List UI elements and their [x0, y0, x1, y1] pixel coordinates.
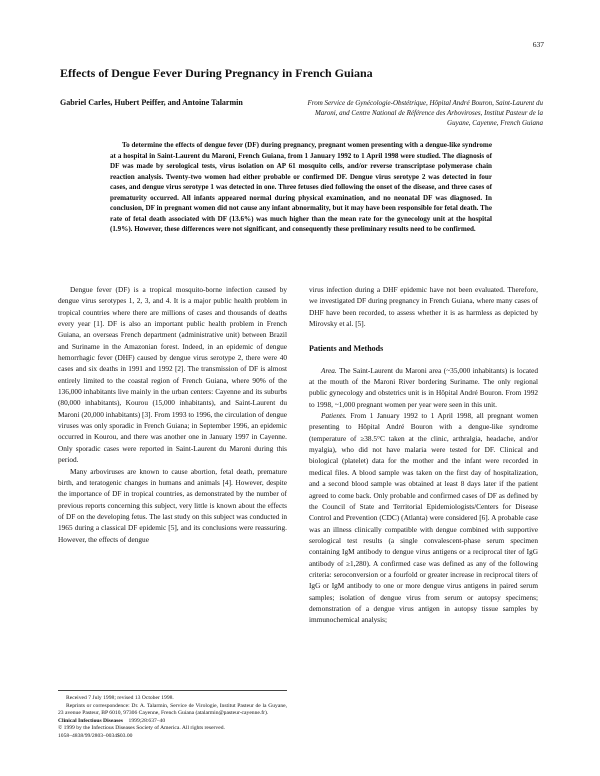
- subheading-patients: Patients.: [321, 411, 347, 421]
- author-list: Gabriel Carles, Hubert Peiffer, and Antoine Talarmin: [60, 98, 243, 107]
- author-affiliation: From Service de Gynécologie-Obstétrique, Hôpital André Bouron, Saint-Laurent du Maroni, and Centre National de Référence des Arboviroses, Institut Pasteur de la Guyane, Cayenne, French Guiana: [307, 99, 543, 127]
- body-paragraph: Many arboviruses are known to cause abortion, fetal death, premature birth, and teratogenic changes in humans and animals [4]. However, despite the importance of DF in tropical countries, as demonstrated by the number of previous reports concerning this subject, very little is known about the effects of DF on the developing fetus. The last study on this subject was conducted in 1965 during a classical DF epidemic [5], and its conclusions were reassuring. However, the effects of dengue: [58, 466, 287, 544]
- area-paragraph: [309, 365, 538, 410]
- section-heading: Patients and Methods: [309, 344, 384, 354]
- body-column-right: [309, 284, 538, 626]
- page-number: 637: [532, 40, 544, 49]
- body-column-left: [58, 284, 287, 545]
- correspondence-note: Reprints or correspondence: Dr. A. Talarmin, Service de Virologie, Institut Pasteur de la Guyane, 23 avenue Pasteur, BP 6010, 97306 Cayenne, French Guiana (atalarmin@pasteur-cayenne.fr).: [58, 702, 287, 717]
- patients-text: From 1 January 1992 to 1 April 1998, all pregnant women presenting to Hôpital André Bouron with a dengue-like syndrome (temperature of ≥38.5°C taken at the clinic, arthralgia, headache, and/or myalgia), who did not have malaria were tested for DF. Clinical and biological (platelet) data for the mother and the infant were recorded in medical files. A blood sample was taken on the first day of hospitalization, and a second blood sample was obtained at least 8 days later if the patient agreed to come back. Only probable and confirmed cases of DF as defined by the Council of State and Territorial Epidemiologists/Centers for Disease Control and Prevention (CDC) (Atlanta) were considered [6]. A probable case was an illness clinically compatible with dengue combined with supportive serological test results (a single convalescent-phase serum specimen containing IgM antibody to dengue virus antigens or a reciprocal titer of IgG antibody of ≥1,280). A confirmed case was defined as any of the following criteria: seroconversion or a fourfold or greater increase in reciprocal titers of IgG or IgM antibody to one or more dengue virus antigens in paired serum samples; isolation of dengue virus from serum or autopsy specimens; demonstration of a dengue virus antigen in autopsy tissue samples by immunochemical analysis;: [309, 411, 538, 625]
- patients-paragraph: [309, 410, 538, 626]
- citation: 1999;28:637–40: [128, 717, 166, 724]
- received-note: Received 7 July 1998; revised 13 October 1998.: [66, 695, 174, 701]
- area-text: The Saint-Laurent du Maroni area (~35,000 inhabitants) is located at the mouth of the Maroni River bordering Suriname. The only regional public gynecology and obstetrics unit is in Hôpital André Bouron. From 1992 to 1998, ~1,000 pregnant women per year were seen in this unit.: [309, 365, 539, 409]
- article-title: Effects of Dengue Fever During Pregnancy in French Guiana: [60, 66, 373, 80]
- abstract: To determine the effects of dengue fever (DF) during pregnancy, pregnant women presenting with a dengue-like syndrome at a hospital in Saint-Laurent du Maroni, French Guiana, from 1 January 1992 to 1 April 1998 were studied. The diagnosis of DF was made by serological tests, virus isolation on AP 61 mosquito cells, and/or reverse transcriptase polymerase chain reaction analysis. Twenty-two women had either probable or confirmed DF. Dengue virus serotype 2 was detected in four cases, and dengue virus serotype 1 was detected in one. Three fetuses died following the onset of the disease, and three cases of prematurity occurred. All infants appeared normal during physical examination, and no neonatal DF was diagnosed. In conclusion, DF in pregnant women did not cause any infant abnormality, but it may have been responsible for fetal death. The rate of fetal death associated with DF (13.6%) was much higher than the mean rate for the gynecology unit at the hospital (1.9%). However, these differences were not significant, and consequently these preliminary results need to be confirmed.: [110, 141, 492, 233]
- footnotes: [58, 690, 287, 741]
- journal-name: Clinical Infectious Diseases: [58, 717, 123, 724]
- body-paragraph: virus infection during a DHF epidemic have not been evaluated. Therefore, we investigated DF during pregnancy in French Guiana, where many cases of DHF have been recorded, to assess whether it is as harmless as depicted by Mirovsky et al. [5].: [309, 285, 538, 329]
- body-paragraph: Dengue fever (DF) is a tropical mosquito-borne infection caused by dengue virus serotypes 1, 2, 3, and 4. It is a major public health problem in tropical countries where there are millions of cases and thousands of deaths every year [1]. DF is also an important public health problem in French Guiana, an overseas French department (administrative unit) between Brazil and Suriname in the Amazonian forest. Indeed, in an epidemic of dengue hemorrhagic fever (DHF) caused by dengue virus serotype 2, there were 40 cases and six deaths in 1991 and 1992 [2]. The transmission of DF is almost entirely limited to the coastal region of French Guiana, where 90% of the 136,000 inhabitants live mainly in the urban centers: Cayenne and its suburbs (80,000 inhabitants), Kourou (15,000 inhabitants), and Saint-Laurent du Maroni (20,000 inhabitants) [3]. From 1993 to 1996, the circulation of dengue viruses was only sporadic in French Guiana; in September 1996, an epidemic occurred in Kourou, and there was another one in January 1997 in Cayenne. Only sporadic cases were reported in Saint-Laurent du Maroni during this period.: [58, 285, 287, 465]
- copyright-note: © 1999 by the Infectious Diseases Society of America. All rights reserved.: [58, 725, 225, 732]
- subheading-area: Area.: [321, 365, 337, 375]
- issn-note: 1058–4838/99/2803–0034$03.00: [58, 732, 133, 739]
